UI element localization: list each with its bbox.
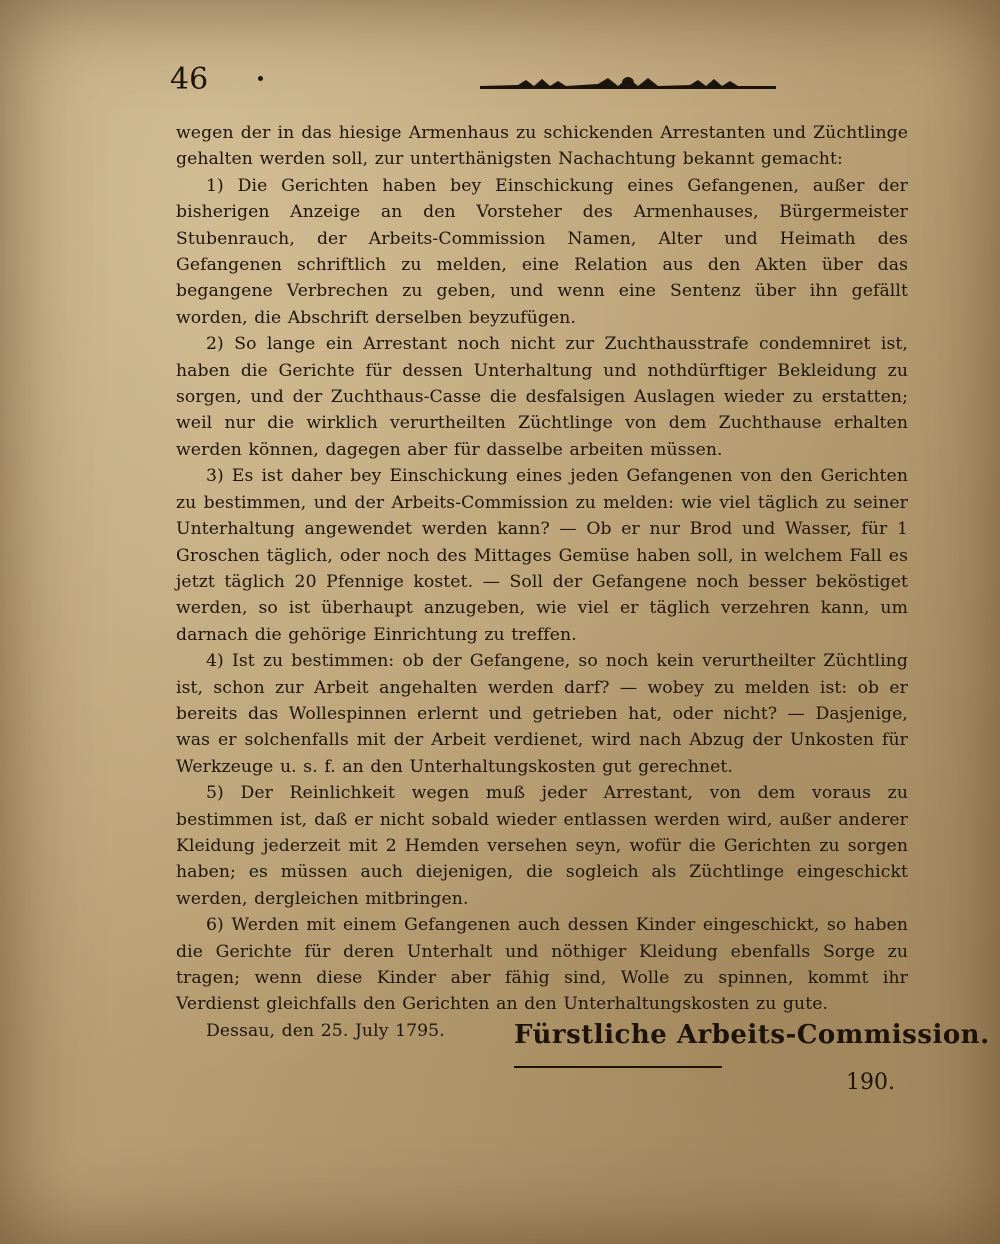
paragraph-item-1: 1) Die Gerichten haben bey Einschickung eines Gefangenen, außer der bisherigen Anzeige an den Vorsteher des Armenhauses, Bürgermeister Stubenrauch, der Arbeits-Commission Namen, Alter und Heimath des Gefangenen schriftlich zu melden, eine Relation aus den Akten über das begangene Verbrechen zu geben, und wenn eine Sentenz über ihn gefällt worden, die Abschrift derselben beyzufügen. [176, 175, 908, 328]
paragraph-item-5: 5) Der Reinlichkeit wegen muß jeder Arrestant, von dem voraus zu bestimmen ist, daß er nicht sobald wieder entlassen werden wird, außer anderer Kleidung jederzeit mit 2 Hemden versehen seyn, wofür die Gerichten zu sorgen haben; es müssen auch diejenigen, die sogleich als Züchtlinge eingeschickt werden, dergleichen mitbringen. [176, 783, 908, 909]
header-ornament-icon [478, 74, 778, 94]
paragraph-item-2: 2) So lange ein Arrestant noch nicht zur Zuchthausstrafe condemniret ist, haben die Gerichte für dessen Unterhaltung und nothdürftiger Bekleidung zu sorgen, und der Zuchthaus-Casse die desfalsigen Auslagen wieder zu erstatten; weil nur die wirklich verurtheilten Züchtlinge von dem Zuchthause erhalten werden können, dagegen aber für dasselbe arbeiten müssen. [176, 334, 908, 460]
intro-paragraph: wegen der in das hiesige Armenhaus zu schickenden Arrestanten und Züchtlinge gehalten werden soll, zur unterthänigsten Nachachtung bekannt gemacht: [176, 123, 908, 170]
signature: Fürstliche Arbeits-Commission. [514, 1020, 990, 1050]
header-dot [258, 76, 263, 81]
paragraph-item-3: 3) Es ist daher bey Einschickung eines jeden Gefangenen von den Gerichten zu bestimmen, und der Arbeits-Commission zu melden: wie viel täglich zu seiner Unterhaltung angewendet werden kann? — Ob er nur Brod und Wasser, für 1 Groschen täglich, oder noch des Mittages Gemüse haben soll, in welchem Fall es jetzt täglich 20 Pfennige kostet. — Soll der Gefangene noch besser beköstiget werden, so ist überhaupt anzugeben, wie viel er täglich verzehren kann, um darnach die gehörige Einrichtung zu treffen. [176, 466, 908, 645]
page-header [170, 62, 910, 102]
paragraph-item-6: 6) Werden mit einem Gefangenen auch dessen Kinder eingeschickt, so haben die Gerichte für deren Unterhalt und nöthiger Kleidung ebenfalls Sorge zu tragen; wenn diese Kinder aber fähig sind, Wolle zu spinnen, kommt ihr Verdienst gleichfalls den Gerichten an den Unterhaltungskosten zu gute. [176, 915, 908, 1015]
signature-rule [514, 1066, 722, 1068]
sheet-number: 190. [846, 1070, 895, 1095]
body-text [176, 120, 908, 1044]
page-number: 46 [170, 62, 209, 97]
paragraph-item-4: 4) Ist zu bestimmen: ob der Gefangene, so noch kein verurtheilter Züchtling ist, schon zur Arbeit angehalten werden darf? — wobey zu melden ist: ob er bereits das Wollespinnen erlernt und getrieben hat, oder nicht? — Dasjenige, was er solchenfalls mit der Arbeit verdienet, wird nach Abzug der Unkosten für Werkzeuge u. s. f. an den Unterhaltungskosten gut gerechnet. [176, 651, 908, 777]
date-line: Dessau, den 25. July 1795. [206, 1020, 445, 1041]
